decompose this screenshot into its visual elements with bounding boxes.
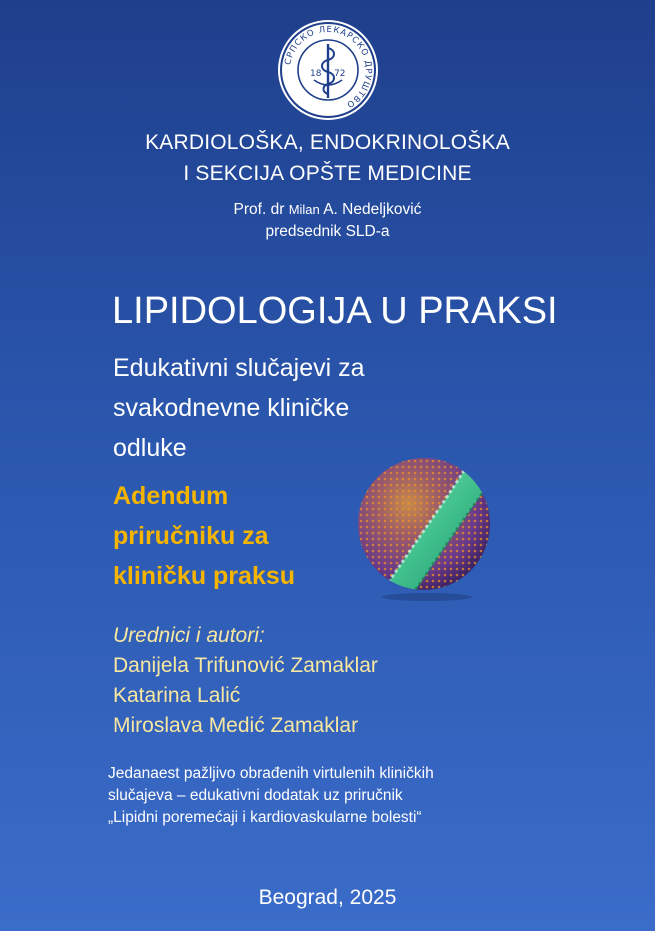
organization-line-1: KARDIOLOŠKA, ENDOKRINOLOŠKA: [145, 131, 510, 154]
subtitle-line-1: Edukativni slučajevi za: [113, 354, 365, 382]
editors-label: Urednici i autori:: [113, 624, 265, 647]
addendum-line-1: Adendum: [113, 482, 229, 510]
description-line-3: „Lipidni poremećaji i kardiovaskularne bolesti“: [108, 809, 422, 826]
emblem-year-left: 18: [310, 69, 322, 79]
place-and-year: Beograd, 2025: [258, 886, 397, 909]
description-line-2: slučajeva – edukativni dodatak uz priručnik: [108, 787, 403, 804]
president-name: [0, 201, 655, 219]
subtitle-line-2: svakodnevne kliničke: [113, 394, 350, 422]
author-name: Katarina Lalić: [113, 684, 241, 707]
emblem-year-right: 72: [334, 69, 346, 79]
document-title: LIPIDOLOGIJA U PRAKSI: [112, 290, 558, 332]
addendum-line-2: priručniku za: [113, 522, 269, 550]
society-emblem-icon: [276, 18, 380, 122]
subtitle-line-3: odluke: [113, 434, 187, 462]
emblem-ring-text: СРПСКО ЛЕКАРСКО ДРУШТВО: [283, 24, 374, 110]
author-name: Miroslava Medić Zamaklar: [113, 714, 359, 737]
lipoprotein-particle-icon: [352, 452, 502, 602]
addendum-line-3: kliničku praksu: [113, 562, 296, 590]
president-first-name: Milan: [288, 202, 320, 217]
president-prefix: Prof. dr: [233, 201, 289, 218]
president-rest-name: A. Nedeljković: [319, 201, 422, 218]
president-role: predsednik SLD-a: [265, 223, 390, 240]
author-name: Danijela Trifunović Zamaklar: [113, 654, 378, 677]
organization-line-2: I SEKCIJA OPŠTE MEDICINE: [183, 162, 472, 185]
description-line-1: Jedanaest pažljivo obrađenih virtulenih kliničkih: [108, 765, 434, 782]
